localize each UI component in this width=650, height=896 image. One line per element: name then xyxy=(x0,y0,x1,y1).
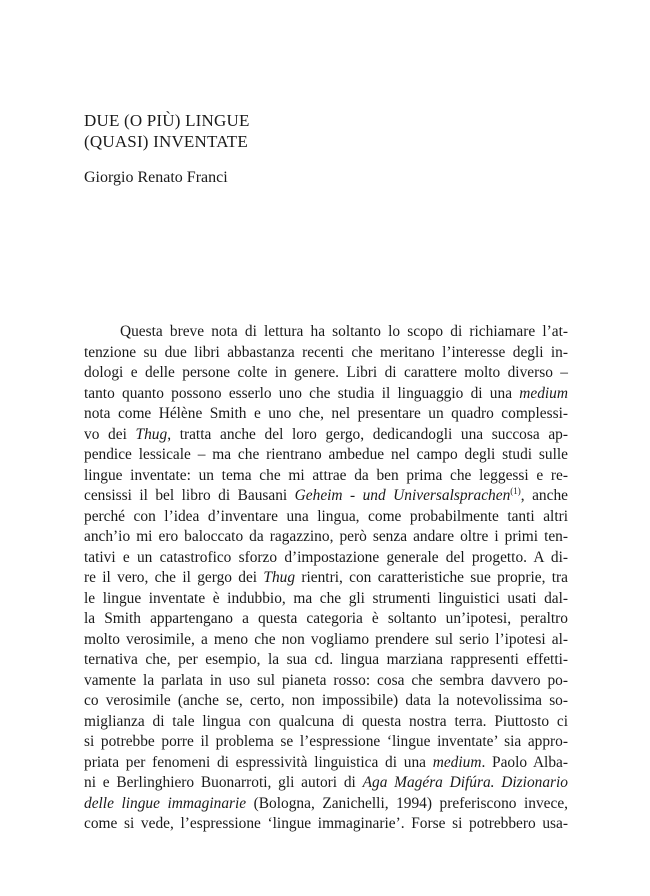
italic-text: Aga Magéra Difúra. Dizionario xyxy=(362,774,568,791)
text-segment: perché con l’idea d’inventare una lingua, come probabilmente tanti altri xyxy=(84,507,568,525)
text-line xyxy=(84,384,568,405)
title-line-1: DUE (O PIÙ) LINGUE xyxy=(84,111,250,130)
italic-text: medium xyxy=(432,753,482,771)
text-segment: priata per fenomeni di espressività linguistica di una xyxy=(84,753,433,771)
text-line xyxy=(84,794,568,815)
text-line xyxy=(84,753,568,774)
article-title xyxy=(84,110,250,152)
text-line xyxy=(84,589,568,610)
italic-text: Thug xyxy=(263,569,296,586)
text-segment: re il vero, che il gergo dei xyxy=(84,569,264,586)
text-line xyxy=(84,425,568,446)
body-text xyxy=(84,322,568,835)
text-segment: ternativa che, per esempio, la sua cd. lingua marziana rappresenti effetti- xyxy=(84,651,568,668)
title-line-2: (QUASI) INVENTATE xyxy=(84,132,248,151)
italic-text: Thug xyxy=(135,425,168,443)
text-line xyxy=(84,630,568,651)
text-segment: miglianza di tale lingua con qualcuna di questa nostra terra. Piuttosto ci xyxy=(84,712,568,730)
text-line xyxy=(84,712,568,733)
text-line xyxy=(84,527,568,548)
text-segment: tativi e un catastrofico sforzo d’impostazione generale del progetto. A di- xyxy=(84,548,568,566)
text-line xyxy=(84,404,568,425)
text-line xyxy=(84,486,568,507)
text-segment: vamente la parlata in uso sul pianeta rosso: cosa che sembra davvero po- xyxy=(84,671,568,689)
text-line xyxy=(84,609,568,630)
text-segment: tanto quanto possono esserlo uno che studia il linguaggio di una xyxy=(84,384,520,402)
text-line xyxy=(84,671,568,692)
text-segment: Questa breve nota di lettura ha soltanto lo scopo di richiamare l’at- xyxy=(120,323,568,340)
text-segment: le lingue inventate è indubbio, ma che gli strumenti linguistici usati dal- xyxy=(84,589,568,607)
text-segment: vo dei xyxy=(84,425,136,443)
text-line xyxy=(84,814,568,835)
text-segment: censissi il bel libro di Bausani xyxy=(84,487,295,504)
text-segment: , tratta anche del loro gergo, dedicandogli una succosa ap- xyxy=(167,425,568,443)
text-segment: come si vede, l’espressione ‘lingue immaginarie’. Forse si potrebbero usa- xyxy=(84,815,568,832)
text-segment: tenzione su due libri abbastanza recenti che meritano l’interesse degli in- xyxy=(84,343,568,361)
text-line xyxy=(84,732,568,753)
text-line xyxy=(84,322,568,343)
text-segment: lingue inventate: un tema che mi attrae da ben prima che leggessi e re- xyxy=(84,466,568,484)
text-segment: la Smith appartengano a questa categoria è soltanto un’ipotesi, peraltro xyxy=(84,610,568,627)
text-segment: molto verosimile, a meno che non vogliamo prendere sul serio l’ipotesi al- xyxy=(84,630,568,648)
text-segment: nota come Hélène Smith e uno che, nel presentare un quadro complessi- xyxy=(84,405,568,422)
text-segment: dologi e delle persone colte in genere. Libri di carattere molto diverso – xyxy=(84,364,568,381)
text-line xyxy=(84,466,568,487)
text-line xyxy=(84,363,568,384)
text-line xyxy=(84,445,568,466)
text-segment: co verosimile (anche se, certo, non impossibile) data la notevolissima so- xyxy=(84,692,568,709)
text-line xyxy=(84,343,568,364)
text-line xyxy=(84,507,568,528)
text-line xyxy=(84,568,568,589)
text-segment: pendice lessicale – ma che rientrano ambedue nel campo degli studi sulle xyxy=(84,446,568,463)
text-line xyxy=(84,650,568,671)
text-segment: ni e Berlinghiero Buonarroti, gli autori di xyxy=(84,774,363,791)
text-segment: si potrebbe porre il problema se l’espressione ‘lingue inventate’ sia appro- xyxy=(84,733,568,750)
text-segment: rientri, con caratteristiche sue proprie, tra xyxy=(295,569,568,586)
italic-text: Geheim - und Universalsprachen xyxy=(294,487,511,504)
text-line xyxy=(84,773,568,794)
italic-text: delle lingue immaginarie xyxy=(84,794,247,812)
text-line xyxy=(84,548,568,569)
author-name: Giorgio Renato Franci xyxy=(84,169,228,186)
text-segment: . Paolo Alba- xyxy=(481,753,568,771)
text-segment: anch’io mi ero baloccato da ragazzino, però senza andare oltre i primi ten- xyxy=(84,528,568,545)
text-segment: , anche xyxy=(520,487,568,504)
text-line xyxy=(84,691,568,712)
text-segment: (Bologna, Zanichelli, 1994) preferiscono invece, xyxy=(246,794,569,812)
footnote-marker: (1) xyxy=(510,486,521,496)
italic-text: medium xyxy=(519,384,568,402)
